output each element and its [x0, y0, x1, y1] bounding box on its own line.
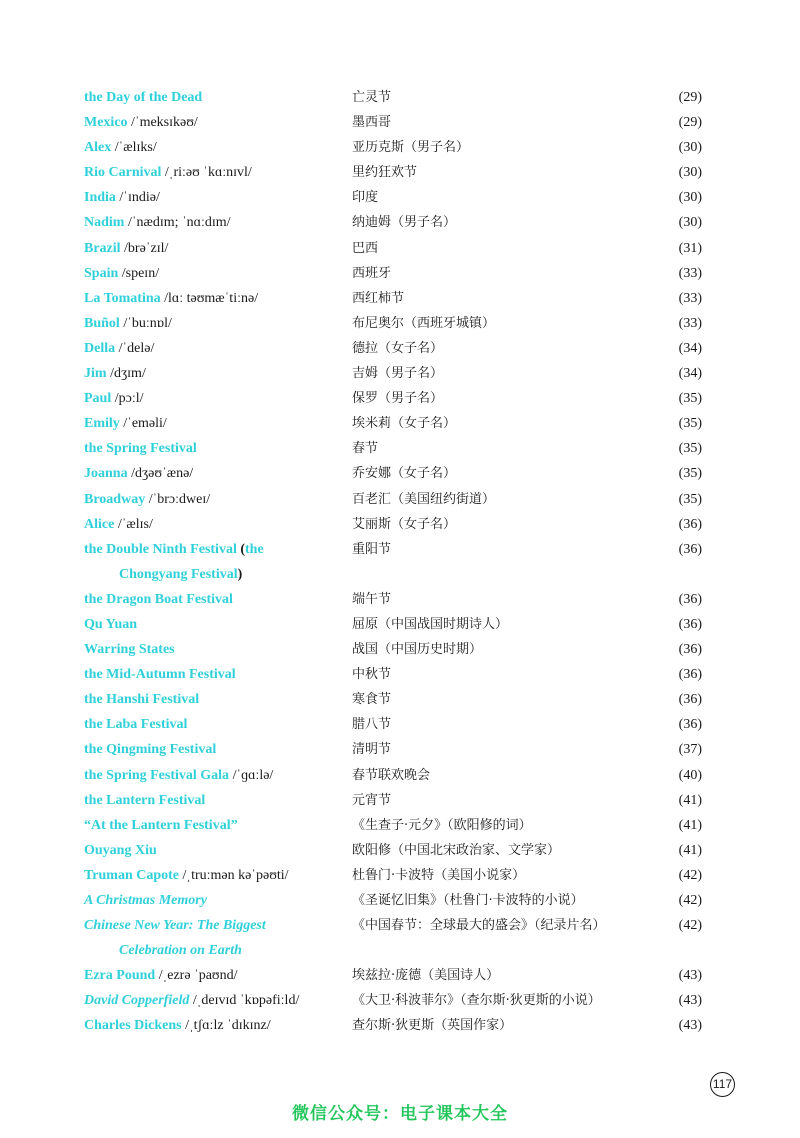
vocab-phonetic: /ˈmeksɪkəʊ/ — [127, 115, 198, 131]
vocab-term-cell — [84, 763, 339, 788]
vocab-unit: (29) — [678, 115, 702, 131]
vocab-unit: (41) — [678, 842, 702, 858]
vocab-term-cell — [84, 863, 339, 888]
vocab-unit: (43) — [678, 993, 702, 1009]
vocab-term: A Christmas Memory — [84, 893, 207, 908]
vocab-term: Qu Yuan — [84, 616, 138, 632]
vocab-phonetic: /brəˈzɪl/ — [120, 240, 169, 256]
vocab-chinese: 亡灵节 — [352, 90, 392, 105]
vocab-term-cell — [84, 687, 339, 712]
vocab-unit: (35) — [678, 491, 702, 507]
vocab-chinese: 西红柿节 — [352, 290, 405, 306]
vocab-term-cell — [84, 913, 339, 938]
vocab-row — [84, 737, 704, 762]
vocab-unit: (36) — [678, 642, 702, 658]
vocab-phonetic: /ˈnædɪm; ˈnɑːdɪm/ — [124, 215, 231, 231]
vocab-phonetic: /ˈeməli/ — [119, 416, 167, 432]
vocab-term: the Dragon Boat Festival — [84, 591, 233, 607]
vocab-term-cell — [84, 85, 339, 110]
vocab-unit: (31) — [678, 240, 702, 256]
vocab-chinese: 德拉（女子名） — [352, 340, 444, 356]
vocab-term: Rio Carnival — [84, 165, 162, 181]
vocab-chinese: 欧阳修（中国北宋政治家、文学家） — [352, 842, 561, 858]
vocab-chinese: 墨西哥 — [352, 115, 392, 131]
vocab-phonetic: /ˌtʃɑːlz ˈdɪkɪnz/ — [181, 1018, 271, 1034]
vocab-term: Buñol — [84, 315, 120, 331]
vocab-term-cell — [84, 185, 339, 210]
vocab-unit: (33) — [678, 290, 702, 306]
vocab-row-chinese-new-year — [84, 913, 704, 938]
vocab-chinese: 端午节 — [352, 591, 392, 607]
vocab-unit: (37) — [678, 742, 702, 758]
vocab-chinese: 保罗（男子名） — [352, 391, 444, 407]
vocab-group-1 — [84, 85, 704, 537]
vocab-term-cell — [84, 888, 339, 913]
vocab-row — [84, 160, 704, 185]
vocab-term-cell — [84, 436, 339, 461]
vocab-unit: (36) — [678, 516, 702, 532]
vocab-unit: (35) — [678, 466, 702, 482]
vocab-term-cell — [84, 712, 339, 737]
vocab-chinese: 清明节 — [352, 742, 392, 758]
vocab-term-cell — [84, 788, 339, 813]
vocab-term: Emily — [84, 416, 120, 432]
vocab-unit: (36) — [678, 616, 702, 632]
vocab-term-cell — [84, 386, 339, 411]
vocab-group-2 — [84, 587, 704, 913]
vocab-row — [84, 411, 704, 436]
vocab-chinese: 亚历克斯（男子名） — [352, 140, 470, 156]
vocab-row — [84, 110, 704, 135]
vocab-term-cell — [84, 461, 339, 486]
vocab-term-cell — [84, 311, 339, 336]
vocab-group-3 — [84, 963, 704, 1038]
vocab-row — [84, 386, 704, 411]
vocab-term: Alex — [84, 140, 112, 156]
vocab-chinese: 《圣诞忆旧集》（杜鲁门·卡波特的小说） — [352, 893, 584, 908]
vocab-term: Mexico — [84, 115, 128, 131]
vocab-chinese: 重阳节 — [352, 541, 392, 557]
vocab-phonetic: /pɔːl/ — [111, 391, 144, 407]
vocab-chinese: 屈原（中国战国时期诗人） — [352, 616, 509, 632]
vocab-unit: (30) — [678, 165, 702, 181]
vocab-term-cell — [84, 587, 339, 612]
vocab-phonetic: /ˌezrə ˈpaʊnd/ — [155, 968, 238, 984]
vocab-row — [84, 888, 704, 913]
vocab-term-cell — [84, 838, 339, 863]
vocab-row — [84, 512, 704, 537]
vocab-unit: (29) — [678, 90, 702, 105]
vocab-term: the Lantern Festival — [84, 792, 206, 808]
vocab-term: Spain — [84, 265, 119, 281]
vocab-unit: (41) — [678, 817, 702, 833]
vocab-term: the Day of the Dead — [84, 90, 203, 105]
vocab-chinese: 埃兹拉·庞德（美国诗人） — [352, 968, 500, 984]
vocab-row — [84, 461, 704, 486]
vocab-row — [84, 436, 704, 461]
vocab-chinese: 春节 — [352, 441, 379, 457]
vocab-term: Chinese New Year: The Biggest — [84, 918, 266, 934]
vocab-phonetic: /ˌdeɪvɪd ˈkɒpəfiːld/ — [189, 993, 300, 1009]
vocab-phonetic: /ˈɪndiə/ — [115, 190, 160, 206]
vocab-unit: (36) — [678, 667, 702, 683]
vocab-unit: (40) — [678, 767, 702, 783]
vocab-phonetic: /lɑː təʊmæˈtiːnə/ — [160, 290, 259, 306]
vocab-phonetic: /ˈbrɔːdweɪ/ — [145, 491, 211, 507]
vocab-term-cell — [84, 662, 339, 687]
vocab-row — [84, 712, 704, 737]
vocab-phonetic: /dʒəʊˈænə/ — [127, 466, 194, 482]
vocab-phonetic: /ˌriːəʊ ˈkɑːnɪvl/ — [161, 165, 252, 181]
vocab-chinese: 百老汇（美国纽约街道） — [352, 491, 496, 507]
vocab-term-cell — [84, 411, 339, 436]
vocab-term-cell — [84, 236, 339, 261]
vocab-term-cell — [84, 963, 339, 988]
vocab-row — [84, 336, 704, 361]
vocab-row — [84, 85, 704, 110]
vocab-row — [84, 763, 704, 788]
vocab-term: Ouyang Xiu — [84, 842, 157, 858]
vocab-chinese: 腊八节 — [352, 717, 392, 733]
vocabulary-list — [84, 85, 704, 1039]
vocab-term: “At the Lantern Festival” — [84, 817, 238, 833]
vocab-term-cell — [84, 286, 339, 311]
vocab-term: India — [84, 190, 116, 206]
vocab-term: the Spring Festival Gala — [84, 767, 230, 783]
vocab-term-cell — [84, 1013, 339, 1038]
vocab-row-double-ninth-continued — [84, 562, 704, 587]
vocab-term-cell — [84, 361, 339, 386]
vocab-row — [84, 637, 704, 662]
vocab-chinese: 吉姆（男子名） — [352, 366, 444, 382]
vocab-term: La Tomatina — [84, 290, 161, 306]
vocab-term-cell — [84, 487, 339, 512]
vocab-term: Charles Dickens — [84, 1018, 182, 1034]
vocab-phonetic: /ˈælɪs/ — [114, 516, 153, 532]
vocab-unit: (41) — [678, 792, 702, 808]
vocab-term: Ezra Pound — [84, 968, 156, 984]
vocab-term: Brazil — [84, 240, 121, 256]
vocab-term: Truman Capote — [84, 867, 180, 883]
vocab-row-double-ninth — [84, 537, 704, 562]
vocab-term: the Hanshi Festival — [84, 692, 200, 708]
vocab-term-cell — [84, 637, 339, 662]
vocab-row — [84, 236, 704, 261]
vocab-term-cell — [84, 813, 339, 838]
vocab-row — [84, 361, 704, 386]
vocab-term-cell — [84, 160, 339, 185]
vocab-chinese: 中秋节 — [352, 667, 392, 683]
vocab-phonetic: /dʒɪm/ — [106, 366, 146, 382]
vocab-unit: (36) — [678, 717, 702, 733]
vocab-term-cell — [84, 336, 339, 361]
vocab-term-cell — [84, 512, 339, 537]
vocab-chinese: 西班牙 — [352, 265, 392, 281]
vocab-term: Chongyang Festival — [119, 566, 238, 582]
vocab-row — [84, 587, 704, 612]
vocab-term: the Mid-Autumn Festival — [84, 667, 236, 683]
vocab-term: Nadim — [84, 215, 125, 231]
vocab-unit: (30) — [678, 190, 702, 206]
vocab-term: David Copperfield — [84, 993, 190, 1009]
vocab-chinese: 艾丽斯（女子名） — [352, 516, 457, 532]
vocab-unit: (33) — [678, 315, 702, 331]
vocab-chinese: 埃米莉（女子名） — [352, 416, 457, 432]
vocab-unit: (42) — [678, 893, 702, 908]
vocab-term: Alice — [84, 516, 115, 532]
vocab-chinese: 《中国春节：全球最大的盛会》（纪录片名） — [352, 918, 606, 934]
vocab-chinese: 布尼奥尔（西班牙城镇） — [352, 315, 496, 331]
vocab-row — [84, 1013, 704, 1038]
vocab-term-cell — [84, 537, 339, 562]
vocab-row — [84, 687, 704, 712]
vocab-term: Jim — [84, 366, 107, 382]
vocab-row — [84, 286, 704, 311]
vocab-row — [84, 662, 704, 687]
vocab-unit: (35) — [678, 391, 702, 407]
vocab-chinese: 《大卫·科波菲尔》（查尔斯·狄更斯的小说） — [352, 993, 601, 1009]
vocab-phonetic: /ˈbuːnɒl/ — [119, 315, 172, 331]
vocab-term-cell — [84, 938, 374, 963]
vocab-term: the Double Ninth Festival — [84, 541, 237, 557]
vocab-term: the — [245, 541, 264, 557]
vocab-row — [84, 185, 704, 210]
vocab-row — [84, 813, 704, 838]
vocab-term: Celebration on Earth — [119, 943, 242, 959]
vocab-unit: (35) — [678, 416, 702, 432]
vocab-chinese: 春节联欢晚会 — [352, 767, 431, 783]
vocab-term-cell — [84, 110, 339, 135]
vocab-row — [84, 487, 704, 512]
vocab-term-cell — [84, 612, 339, 637]
vocab-row — [84, 311, 704, 336]
vocab-unit: (42) — [678, 918, 702, 934]
vocab-phonetic: /ˈɡɑːlə/ — [229, 767, 274, 783]
vocab-term-cell — [84, 562, 374, 587]
vocab-phonetic: /speɪn/ — [118, 265, 160, 281]
vocab-term: the Qingming Festival — [84, 742, 217, 758]
vocab-chinese: 战国（中国历史时期） — [352, 642, 483, 658]
vocab-row — [84, 963, 704, 988]
vocab-unit: (43) — [678, 1018, 702, 1034]
watermark-text: 微信公众号：电子课本大全 — [292, 1104, 508, 1124]
vocab-unit: (33) — [678, 265, 702, 281]
vocab-chinese: 印度 — [352, 190, 379, 206]
vocab-term-cell — [84, 210, 339, 235]
vocab-unit: (36) — [678, 692, 702, 708]
vocab-unit: (34) — [678, 366, 702, 382]
vocab-row — [84, 135, 704, 160]
page-number: 117 — [710, 1072, 735, 1097]
vocab-phonetic: /ˈælɪks/ — [111, 140, 157, 156]
vocab-chinese: 查尔斯·狄更斯（英国作家） — [352, 1018, 513, 1034]
vocab-term-cell — [84, 135, 339, 160]
vocab-term: the Spring Festival — [84, 441, 197, 457]
vocab-phonetic: /ˈdelə/ — [115, 340, 155, 356]
vocab-term: Joanna — [84, 466, 128, 482]
vocab-unit: (30) — [678, 215, 702, 231]
vocab-term: Broadway — [84, 491, 146, 507]
vocab-term: Della — [84, 340, 116, 356]
vocab-term: Warring States — [84, 642, 175, 658]
vocab-row-chinese-new-year-continued — [84, 938, 704, 963]
vocab-chinese: 里约狂欢节 — [352, 165, 418, 181]
vocab-phonetic: /ˌtruːmən kəˈpəʊti/ — [179, 867, 289, 883]
vocab-chinese: 巴西 — [352, 240, 379, 256]
vocab-chinese: 杜鲁门·卡波特（美国小说家） — [352, 867, 526, 883]
vocab-unit: (30) — [678, 140, 702, 156]
vocab-term-cell — [84, 261, 339, 286]
vocab-term: Paul — [84, 391, 112, 407]
vocab-row — [84, 210, 704, 235]
vocab-unit: (36) — [678, 591, 702, 607]
vocab-chinese: 元宵节 — [352, 792, 392, 808]
vocab-row — [84, 612, 704, 637]
vocab-row — [84, 838, 704, 863]
vocab-chinese: 寒食节 — [352, 692, 392, 708]
vocab-term-cell — [84, 737, 339, 762]
vocab-row — [84, 261, 704, 286]
vocab-term: the Laba Festival — [84, 717, 188, 733]
vocab-term-cell — [84, 988, 339, 1013]
vocab-chinese: 《生查子·元夕》（欧阳修的词） — [352, 817, 532, 833]
vocab-unit: (34) — [678, 340, 702, 356]
vocab-unit: (42) — [678, 867, 702, 883]
vocab-paren: ) — [237, 566, 243, 582]
vocab-chinese: 纳迪姆（男子名） — [352, 215, 457, 231]
vocab-row — [84, 988, 704, 1013]
vocab-paren: ( — [236, 541, 246, 557]
vocab-row — [84, 863, 704, 888]
vocab-unit: (35) — [678, 441, 702, 457]
vocab-row — [84, 788, 704, 813]
vocab-unit: (36) — [678, 541, 702, 557]
vocab-unit: (43) — [678, 968, 702, 984]
vocab-chinese: 乔安娜（女子名） — [352, 466, 457, 482]
